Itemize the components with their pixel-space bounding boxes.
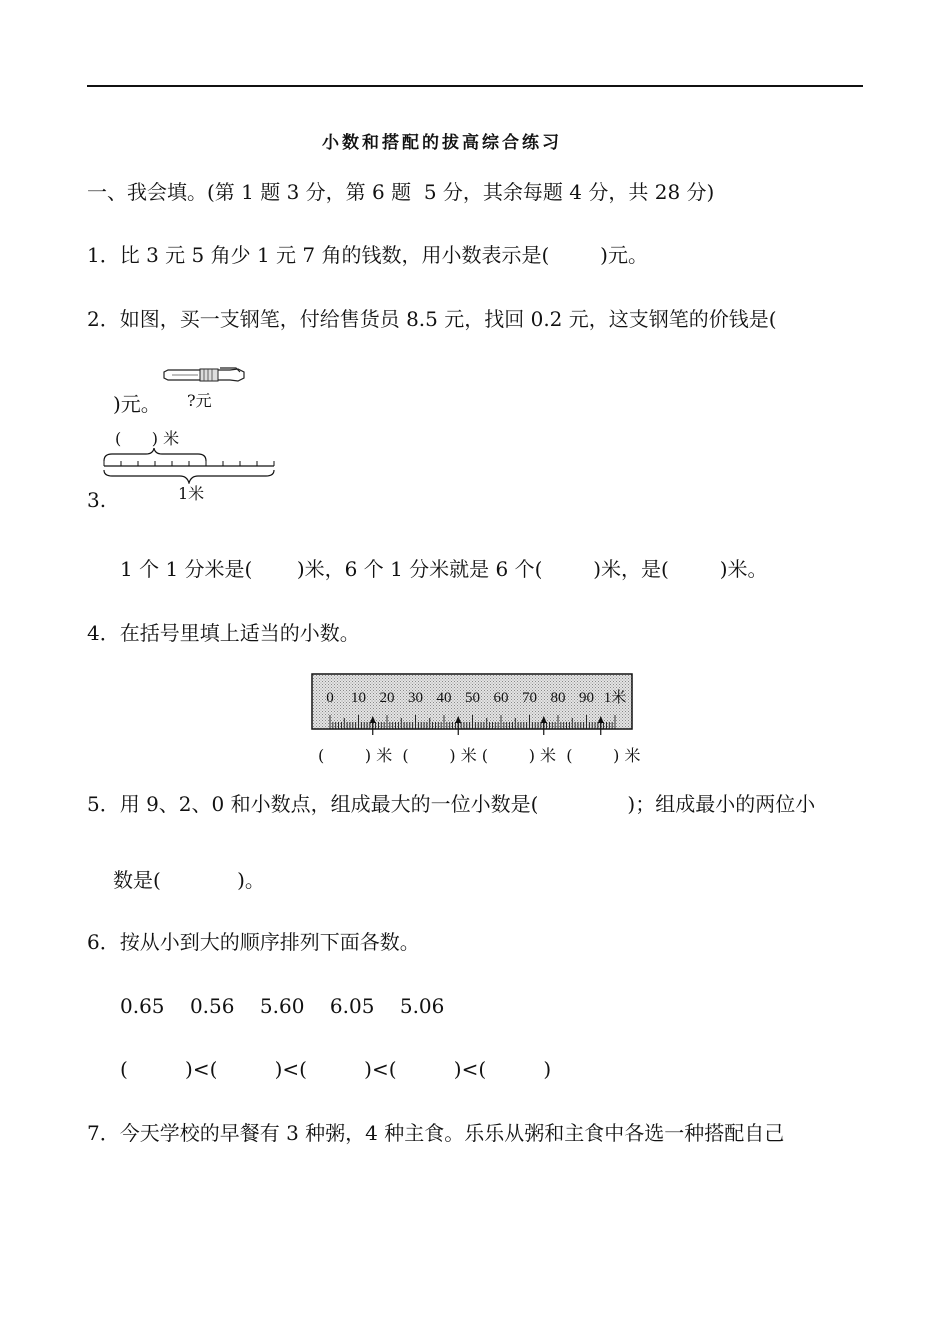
brace-label: ( ) 米 xyxy=(115,429,180,448)
question-7: 7．今天学校的早餐有 3 种粥，4 种主食。乐乐从粥和主食中各选一种搭配自己 xyxy=(87,1121,785,1145)
question-6-numbers: 0.65 0.56 5.60 6.05 5.06 xyxy=(120,994,445,1018)
question-6: 6．按从小到大的顺序排列下面各数。 xyxy=(87,930,420,954)
top-brace xyxy=(104,448,206,461)
page-title: 小数和搭配的拔高综合练习 xyxy=(322,133,562,153)
meter-ruler-diagram xyxy=(98,448,280,484)
scale-label: 90 xyxy=(579,690,594,706)
question-3: 1 个 1 分米是( )米，6 个 1 分米就是 6 个( )米，是( )米。 xyxy=(120,557,768,581)
scale-label: 0 xyxy=(326,690,334,706)
pen-illustration xyxy=(160,364,250,386)
ruler-label: 1米 xyxy=(178,484,205,503)
section-heading: 一、我会填。(第 1 题 3 分，第 6 题 5 分，其余每题 4 分，共 28 分) xyxy=(87,180,715,204)
question-2-line2: )元。 xyxy=(113,392,161,416)
top-rule xyxy=(87,85,863,87)
meter-answer-blanks: ( ) 米 ( ) 米 ( ) 米 ( ) 米 xyxy=(318,746,641,765)
question-6-blanks: ( )<( )<( )<( )<( ) xyxy=(120,1057,552,1081)
question-2-line1: 2．如图，买一支钢笔，付给售货员 8.5 元，找回 0.2 元，这支钢笔的价钱是( xyxy=(87,307,777,331)
pen-icon xyxy=(164,368,244,381)
pen-price-label: ?元 xyxy=(187,391,212,410)
scale-label: 80 xyxy=(550,690,566,706)
question-1: 1．比 3 元 5 角少 1 元 7 角的钱数，用小数表示是( )元。 xyxy=(87,243,648,267)
question-4: 4．在括号里填上适当的小数。 xyxy=(87,621,360,645)
scale-label: 60 xyxy=(493,690,509,706)
scale-label: 20 xyxy=(379,690,395,706)
scale-label: 40 xyxy=(436,690,452,706)
scale-label: 50 xyxy=(465,690,480,706)
meter-stick xyxy=(310,672,636,736)
question-5-line2: 数是( )。 xyxy=(113,868,265,892)
scale-label: 30 xyxy=(408,690,423,706)
ruler-ticks xyxy=(104,461,274,466)
scale-label: 70 xyxy=(522,690,537,706)
scale-label: 1米 xyxy=(603,690,627,706)
question-5-line1: 5．用 9、2、0 和小数点，组成最大的一位小数是( )；组成最小的两位小 xyxy=(87,792,816,816)
question-3-number: 3. xyxy=(87,488,107,512)
scale-label: 10 xyxy=(351,690,366,706)
